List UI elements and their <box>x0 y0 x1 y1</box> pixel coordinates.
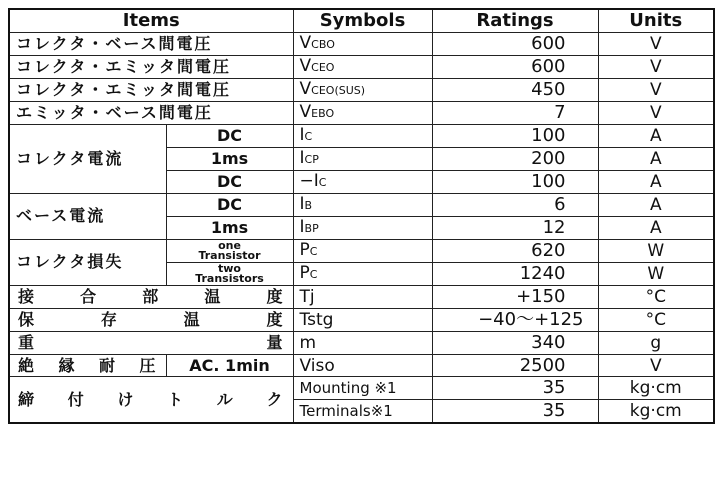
unit-cell: V <box>598 354 714 377</box>
symbol-subscript: CBO <box>311 37 335 51</box>
table-row <box>9 285 714 308</box>
item-chars <box>18 310 285 330</box>
rating-cell: 1240 <box>432 262 598 285</box>
unit-cell: kg·cm <box>598 377 714 400</box>
unit-cell: g <box>598 331 714 354</box>
table-row <box>9 193 714 216</box>
symbol-main: I <box>299 216 305 237</box>
symbol-subscript: CP <box>304 152 319 166</box>
table-row <box>9 377 714 400</box>
symbol-main: V <box>299 101 312 122</box>
item-char: 保 <box>18 309 37 329</box>
symbol-subscript: EBO <box>311 106 335 120</box>
rating-cell: +150 <box>432 285 598 308</box>
item-cell <box>9 331 293 354</box>
unit-cell: °C <box>598 308 714 331</box>
absolute-max-ratings-table <box>8 8 715 424</box>
symbol-cell <box>293 216 432 239</box>
item-char: 縁 <box>58 355 77 375</box>
item-chars <box>18 390 285 410</box>
unit-cell: A <box>598 170 714 193</box>
item-chars <box>18 333 285 353</box>
symbol-cell <box>293 147 432 170</box>
header-row <box>9 9 714 32</box>
condition-cell: DC <box>166 124 293 147</box>
ratings-sheet <box>8 8 713 424</box>
table-row <box>9 32 714 55</box>
item-char: 締 <box>18 389 37 409</box>
item-cell: コレクタ電流 <box>9 124 166 193</box>
rating-cell: 35 <box>432 377 598 400</box>
table-row <box>9 55 714 78</box>
item-cell: ベース電流 <box>9 193 166 239</box>
symbol-main: P <box>299 262 310 283</box>
condition-cell <box>166 262 293 285</box>
item-char: 部 <box>142 286 161 306</box>
condition-cell: 1ms <box>166 216 293 239</box>
unit-cell: W <box>598 239 714 262</box>
symbol-main: −I <box>299 170 319 191</box>
symbol-cell <box>293 193 432 216</box>
condition-cell <box>166 239 293 262</box>
header-ratings: Ratings <box>432 9 598 32</box>
symbol-subscript: CEO(SUS) <box>311 83 366 97</box>
symbol-main: I <box>299 124 305 145</box>
item-cell <box>9 377 293 423</box>
item-cell <box>9 285 293 308</box>
unit-cell: V <box>598 101 714 124</box>
symbol-cell <box>293 101 432 124</box>
unit-cell: V <box>598 32 714 55</box>
rating-cell: 100 <box>432 124 598 147</box>
symbol-cell: Terminals※1 <box>293 400 432 423</box>
symbol-subscript: C <box>309 267 318 281</box>
symbol-main: I <box>299 193 305 214</box>
rating-cell: 100 <box>432 170 598 193</box>
item-char: 度 <box>266 286 285 306</box>
symbol-cell: Tstg <box>293 308 432 331</box>
symbol-main: V <box>299 78 312 99</box>
symbol-subscript: B <box>304 198 313 212</box>
item-char: ル <box>216 389 235 409</box>
item-char: 圧 <box>139 355 158 375</box>
symbol-cell <box>293 78 432 101</box>
item-char: 耐 <box>98 355 117 375</box>
item-chars <box>18 356 158 376</box>
unit-cell: A <box>598 147 714 170</box>
condition-bottom: Transistors <box>195 271 264 285</box>
table-row <box>9 239 714 262</box>
unit-cell: A <box>598 124 714 147</box>
condition-top: one <box>218 239 241 252</box>
unit-cell: V <box>598 55 714 78</box>
item-char: 温 <box>204 286 223 306</box>
header-items: Items <box>9 9 293 32</box>
condition-cell: DC <box>166 170 293 193</box>
header-symbols: Symbols <box>293 9 432 32</box>
item-char: 接 <box>18 286 37 306</box>
symbol-subscript: C <box>304 129 313 143</box>
item-char: 度 <box>266 309 285 329</box>
rating-cell: 7 <box>432 101 598 124</box>
rating-cell: 35 <box>432 400 598 423</box>
rating-cell: 340 <box>432 331 598 354</box>
symbol-main: V <box>299 32 312 53</box>
unit-cell: W <box>598 262 714 285</box>
condition-bottom: Transistor <box>198 248 261 262</box>
item-char: け <box>117 389 136 409</box>
table-row <box>9 354 714 377</box>
table-row <box>9 101 714 124</box>
symbol-cell: Tj <box>293 285 432 308</box>
header-units: Units <box>598 9 714 32</box>
symbol-cell <box>293 170 432 193</box>
table-row <box>9 78 714 101</box>
unit-cell: A <box>598 193 714 216</box>
item-char: 量 <box>266 332 285 352</box>
condition-cell: DC <box>166 193 293 216</box>
unit-cell: kg·cm <box>598 400 714 423</box>
item-char: 存 <box>100 309 119 329</box>
symbol-cell: Viso <box>293 354 432 377</box>
symbol-main: P <box>299 239 310 260</box>
condition-cell: AC. 1min <box>166 354 293 377</box>
rating-cell: 450 <box>432 78 598 101</box>
item-char: 温 <box>183 309 202 329</box>
item-cell: コレクタ損失 <box>9 239 166 285</box>
symbol-cell <box>293 55 432 78</box>
rating-cell: 620 <box>432 239 598 262</box>
table-row <box>9 308 714 331</box>
item-cell: コレクタ・ベース間電圧 <box>9 32 293 55</box>
unit-cell: °C <box>598 285 714 308</box>
rating-cell: 2500 <box>432 354 598 377</box>
symbol-main: V <box>299 55 312 76</box>
symbol-cell: Mounting ※1 <box>293 377 432 400</box>
item-char: 付 <box>67 389 86 409</box>
condition-top: two <box>218 262 241 275</box>
symbol-cell <box>293 262 432 285</box>
symbol-subscript: BP <box>304 221 319 235</box>
rating-cell: 600 <box>432 32 598 55</box>
symbol-subscript: C <box>309 244 318 258</box>
item-cell: コレクタ・エミッタ間電圧 <box>9 55 293 78</box>
unit-cell: A <box>598 216 714 239</box>
item-char: 合 <box>80 286 99 306</box>
rating-cell: 600 <box>432 55 598 78</box>
item-cell: エミッタ・ベース間電圧 <box>9 101 293 124</box>
condition-cell: 1ms <box>166 147 293 170</box>
unit-cell: V <box>598 78 714 101</box>
symbol-cell: m <box>293 331 432 354</box>
symbol-cell <box>293 239 432 262</box>
symbol-cell <box>293 124 432 147</box>
symbol-main: I <box>299 147 305 168</box>
item-char: 絶 <box>18 355 37 375</box>
item-cell: コレクタ・エミッタ間電圧 <box>9 78 293 101</box>
rating-cell: 12 <box>432 216 598 239</box>
item-char: ト <box>167 389 186 409</box>
symbol-subscript: CEO <box>311 60 335 74</box>
rating-cell: 6 <box>432 193 598 216</box>
rating-cell: 200 <box>432 147 598 170</box>
item-cell <box>9 308 293 331</box>
table-row <box>9 331 714 354</box>
symbol-subscript: C <box>318 175 327 189</box>
symbol-cell <box>293 32 432 55</box>
item-char: ク <box>266 389 285 409</box>
table-row <box>9 124 714 147</box>
item-cell <box>9 354 166 377</box>
item-char: 重 <box>18 332 37 352</box>
item-chars <box>18 287 285 307</box>
rating-cell: −40～+125 <box>432 308 598 331</box>
